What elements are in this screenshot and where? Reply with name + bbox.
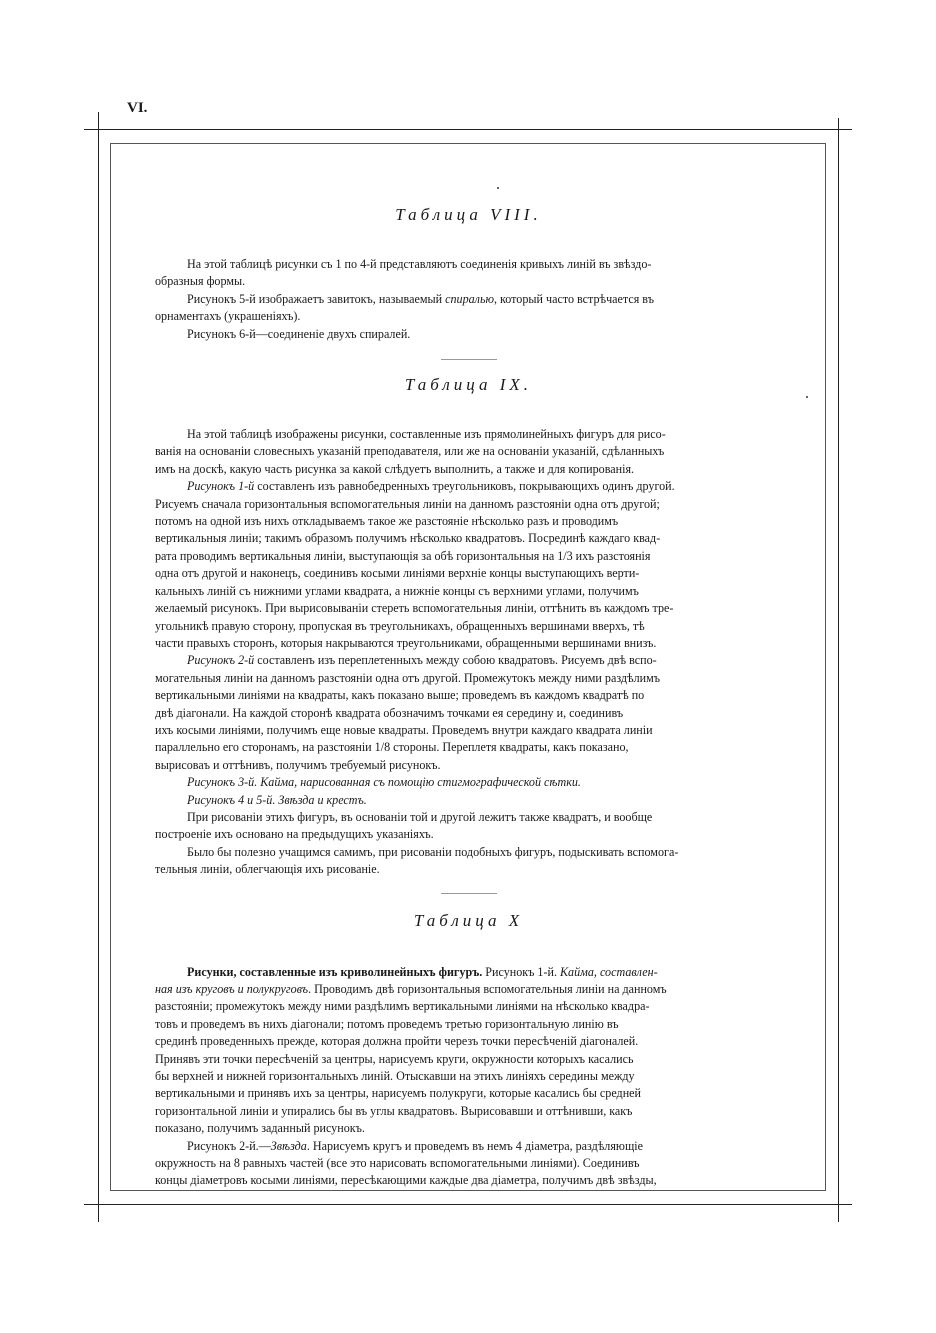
paragraph: Рисунокъ 4 и 5-й. Звѣзда и крестъ. <box>187 792 367 807</box>
paragraph: Рисунокъ 2-й составленъ изъ переплетенныхъ между собою квадратовъ. Рисуемъ двѣ вспо- могательныя линіи на данномъ разстояніи одна отъ другой. Промежутокъ между ними раздѣлимъ вертикальными линіями на квадраты, какъ показано выше; проведемъ въ каждомъ квадратѣ по двѣ діагонали. На каждой сторонѣ квадрата обозначимъ точками ея середину и, соединивъ ихъ косыми линіями, получимъ еще новые квадраты. Проведемъ внутри каждаго квадрата линіи параллельно его сторонамъ, на разстояніи 1/8 стороны. Переплетя квадраты, какъ показано, вырисоваъ и оттѣнивъ, получимъ требуемый рисунокъ. <box>155 653 661 772</box>
frame-left-inner <box>110 143 111 1190</box>
section-title-x: Таблица X <box>413 910 524 930</box>
frame-bottom-inner <box>110 1190 826 1191</box>
section-title-viii: Таблица VIII. <box>395 205 542 224</box>
paragraph: Рисунки, составленные изъ криволинейныхъ фигуръ. Рисунокъ 1-й. Кайма, составлен- ная изъ круговъ и полукруговъ. Проводимъ двѣ горизонтальныя вспомогательныя линіи на данномъ разстояніи; промежутокъ между ними раздѣлимъ вертикальными линіями на нѣсколько квадра- товъ и проведемъ въ нихъ діагонали; потомъ проведемъ третью горизонтальную линію въ срединѣ проведенныхъ прежде, которая должна пройти черезъ точки пересѣченій діагоналей. Принявъ эти точки пересѣченій за центры, нарисуемъ круги, окружности которыхъ касались бы верхней и нижней горизонтальныхъ линій. Отыскавши на этихъ линіяхъ середины между вертикальными и принявъ ихъ за центры, нарисуемъ полукруги, которые касались бы средней горизонтальной линіи и упирались бы въ углы квадратовъ. Вырисовавши и оттѣнивши, какъ показано, получимъ заданный рисунокъ. <box>155 964 667 1136</box>
separator <box>441 359 497 360</box>
page-content <box>155 204 782 1190</box>
paragraph: На этой таблицѣ рисунки съ 1 по 4-й представляютъ соединенія кривыхъ линій въ звѣздо- образныя формы. <box>155 257 652 289</box>
page-number: VI. <box>127 100 148 116</box>
frame-right-inner <box>825 143 826 1190</box>
paragraph: Было бы полезно учащимся самимъ, при рисованіи подобныхъ фигуръ, подыскивать вспомога- тельныя линіи, облегчающія ихъ рисованіе. <box>155 844 679 877</box>
frame-top-outer <box>84 129 852 130</box>
paragraph: Рисунокъ 3-й. Кайма, нарисованная съ помощію стигмографической сѣтки. <box>187 775 581 790</box>
paragraph: Рисунокъ 2-й.—Звѣзда. Нарисуемъ кругъ и проведемъ въ немъ 4 діаметра, раздѣляющіе окружность на 8 равныхъ частей (все это нарисовать вспомогательными линіями). Соединивъ концы діаметровъ косыми линіями, пересѣкающими каждые два діаметра, получимъ двѣ звѣзды, <box>155 1138 657 1188</box>
paragraph: Рисунокъ 6-й—соединеніе двухъ спиралей. <box>187 326 411 341</box>
paragraph: При рисованіи этихъ фигуръ, въ основаніи той и другой лежитъ также квадратъ, и вообще построеніе ихъ основано на предыдущихъ указаніяхъ. <box>155 809 653 842</box>
frame-right-outer <box>838 118 839 1222</box>
speck <box>497 187 499 189</box>
paragraph: На этой таблицѣ изображены рисунки, составленные изъ прямолинейныхъ фигуръ для рисо- ванія на основаніи словесныхъ указаній преподавателя, или же на основаніи указаній, сдѣланныхъ имъ на доскѣ, какую часть рисунка за какой слѣдуетъ выполнить, а также и для копированія. <box>155 427 666 476</box>
frame-top-inner <box>110 143 826 144</box>
paragraph: Рисунокъ 1-й составленъ изъ равнобедренныхъ треугольниковъ, покрывающихъ одинъ другой. Рисуемъ сначала горизонтальныя вспомогательныя линіи на данномъ разстояніи одна отъ другой; потомъ на одной изъ нихъ откладываемъ такое же разстояніе нѣсколько разъ и проводимъ вертикальныя линіи; такимъ образомъ получимъ нѣсколько квадратовъ. Посрединѣ каждаго квад- рата проводимъ вертикальныя линіи, выступающія за обѣ горизонтальныя на 1/3 ихъ разстоянія одна отъ другой и наконецъ, соединивъ косыми линіями верхніе концы выступающихъ верти- кальныхъ линій съ нижними углами квадрата, а нижніе концы съ верхними углами, получимъ желаемый рисунокъ. При вырисовываніи стереть вспомогательныя линіи, оттѣнить въ каждомъ тре- угольникѣ правую сторону, пропуская въ треугольникахъ, обращенныхъ вершинами вверхъ, тѣ части правыхъ сторонъ, которыя накрываются треугольниками, обращенными вершинами внизъ. <box>155 479 675 650</box>
separator <box>441 893 497 894</box>
frame-bottom-outer <box>84 1204 852 1205</box>
frame-left-outer <box>98 112 99 1222</box>
paragraph: Рисунокъ 5-й изображаетъ завитокъ, называемый спиралью, который часто встрѣчается въ орнаментахъ (украшеніяхъ). <box>155 291 654 324</box>
section-title-ix: Таблица IX. <box>404 375 533 395</box>
speck <box>806 396 808 398</box>
